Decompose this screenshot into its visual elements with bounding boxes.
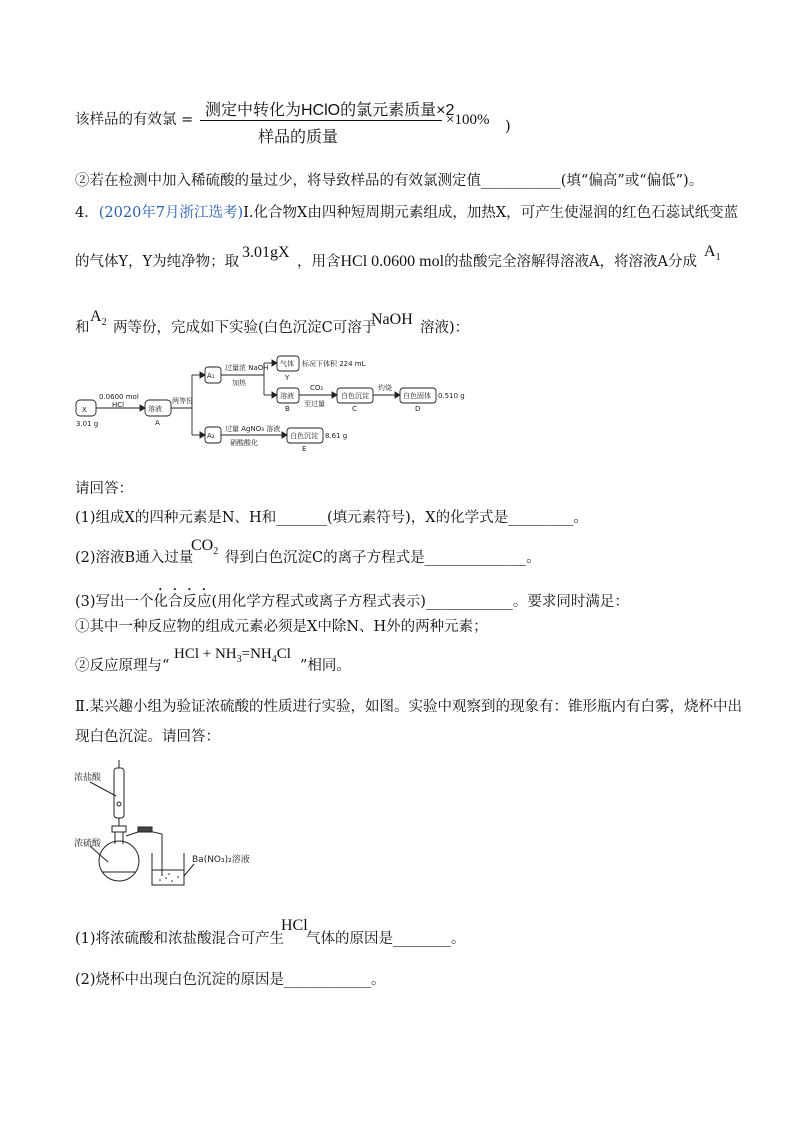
q4-a1-letter: A bbox=[704, 243, 716, 260]
q4-a2 bbox=[90, 308, 107, 328]
q4-line3-a: 和 bbox=[75, 320, 90, 336]
q4-mass: 3.01gX bbox=[242, 244, 290, 261]
q4-line3-c: 溶液)： bbox=[420, 320, 470, 336]
flow-gas: 气体 bbox=[280, 360, 294, 368]
eq-part3: Cl bbox=[276, 646, 291, 662]
flow-solution: 溶液 bbox=[148, 405, 162, 413]
q4-a2-letter: A bbox=[90, 308, 102, 325]
formula-tail: ×100% bbox=[446, 112, 490, 128]
q4-line2-c: 的盐酸完全溶解得溶液A，将溶液A分成 bbox=[444, 254, 698, 270]
flow-solid-mass: 0.510 g bbox=[438, 392, 465, 400]
flow-agno3: 过量 AgNO₃ 溶液 bbox=[225, 425, 281, 433]
q4-line2-a: 的气体Y，Y为纯净物；取 bbox=[75, 254, 240, 270]
dropping-funnel bbox=[114, 768, 124, 818]
sub-question-1: (1)组成X的四种元素是N、H和_______(填元素符号)，X的化学式是_________。 bbox=[75, 510, 588, 526]
flow-hno3: 硝酸酸化 bbox=[230, 439, 258, 447]
condition-2-b: ”相同。 bbox=[300, 658, 351, 674]
flow-liquid-letter: B bbox=[285, 405, 290, 413]
q4-source: (2020年7月浙江选考) bbox=[98, 205, 244, 221]
q2-sub1-hcl: HCl bbox=[281, 917, 308, 934]
flow-solid-d-letter: D bbox=[415, 405, 421, 413]
flow-ppt-e-letter: E bbox=[302, 445, 307, 453]
condition-2-a: ②反应原理与“ bbox=[75, 658, 170, 674]
sub3-emphasis: 化合反应 bbox=[153, 594, 212, 610]
sub-question-3 bbox=[75, 586, 629, 612]
flow-gas-volume: 标况下体积 224 mL bbox=[302, 360, 366, 368]
flow-solution-letter: A bbox=[155, 419, 160, 427]
flow-liquid: 溶液 bbox=[280, 392, 294, 400]
co2-sub: 2 bbox=[213, 546, 219, 557]
flow-heat: 加热 bbox=[232, 379, 246, 387]
question-circle-2: ②若在检测中加入稀硫酸的量过少，将导致样品的有效氯测定值___________(填“偏高”或“偏低”)。 bbox=[75, 173, 704, 189]
flow-a1: A₁ bbox=[207, 372, 215, 380]
fraction-bar bbox=[200, 120, 442, 121]
formula-denominator: 样品的质量 bbox=[258, 129, 339, 146]
eq-part2: =NH bbox=[241, 646, 272, 662]
flow-naoh-step: 过量浓 NaOH bbox=[225, 364, 269, 372]
label-bano3: Ba(NO₃)₂溶液 bbox=[192, 855, 250, 865]
flow-a2: A₂ bbox=[207, 432, 215, 440]
reaction-equation bbox=[174, 646, 291, 665]
flow-x-mass: 3.01 g bbox=[76, 420, 99, 428]
q2-sub1-b: 气体的原因是________。 bbox=[306, 931, 466, 947]
flow-ppt-c-letter: C bbox=[352, 405, 357, 413]
q4-a1-sub: 1 bbox=[715, 252, 721, 263]
rubber-tube bbox=[138, 827, 152, 832]
flow-solid-d: 白色固体 bbox=[403, 392, 431, 400]
formula-lhs: 该样品的有效氯 = bbox=[75, 112, 194, 128]
flow-hcl: HCl bbox=[112, 401, 125, 409]
flow-burn: 灼烧 bbox=[378, 384, 392, 392]
sub-question-2-b: 得到白色沉淀C的离子方程式是______________。 bbox=[225, 550, 541, 566]
q4-a2-sub: 2 bbox=[101, 317, 107, 328]
flow-ppt-c: 白色沉淀 bbox=[341, 392, 369, 400]
beaker bbox=[152, 853, 184, 885]
q2-sub2: (2)烧杯中出现白色沉淀的原因是____________。 bbox=[75, 972, 386, 988]
q4-line2-b bbox=[297, 252, 697, 272]
flow-x: X bbox=[82, 406, 87, 414]
formula-numerator: 测定中转化为HClO的氯元素质量×2 bbox=[205, 102, 455, 119]
flow-diagram bbox=[72, 355, 502, 455]
apparatus-diagram bbox=[72, 758, 302, 888]
co2-formula bbox=[191, 537, 218, 557]
part2-line2: 现白色沉淀。请回答： bbox=[75, 729, 220, 745]
q4-naoh: NaOH bbox=[371, 311, 413, 328]
stopcock-icon bbox=[117, 802, 121, 806]
flow-hcl-amount: 0.0600 mol bbox=[99, 393, 139, 401]
q4-line2-b-text: ，用含 bbox=[297, 254, 341, 270]
q2-sub1-a: (1)将浓硫酸和浓盐酸混合可产生 bbox=[75, 931, 285, 947]
label-conc-h2so4: 浓硫酸 bbox=[74, 839, 102, 849]
q4-line3-b: 两等份，完成如下实验(白色沉淀C可溶于 bbox=[113, 320, 377, 336]
part2-line1: Ⅱ.某兴趣小组为验证浓硫酸的性质进行实验，如图。实验中观察到的现象有：锥形瓶内有白雾，烧杯中出 bbox=[75, 699, 742, 715]
flow-split: 两等份 bbox=[172, 397, 193, 405]
eq-sub3: 3 bbox=[236, 654, 242, 665]
sub3-b: (用化学方程式或离子方程式表示)____________。要求同时满足： bbox=[211, 594, 629, 610]
flow-ppt-e-mass: 8.61 g bbox=[325, 432, 348, 440]
sub3-a: (3)写出一个 bbox=[75, 594, 154, 610]
round-flask bbox=[99, 841, 139, 881]
formula-close: ) bbox=[505, 119, 511, 135]
sub-question-2-a: (2)溶液B通入过量 bbox=[75, 550, 194, 566]
flow-co2-cond: 至过量 bbox=[304, 400, 325, 408]
eq-part1: HCl + NH bbox=[174, 646, 237, 662]
flow-ppt-e: 白色沉淀 bbox=[290, 432, 318, 440]
eq-sub4: 4 bbox=[271, 654, 277, 665]
flow-gas-letter: Y bbox=[285, 374, 290, 382]
co2-symbol: CO bbox=[191, 537, 214, 554]
q4-hcl: HCl 0.0600 mol bbox=[340, 253, 445, 270]
condition-1: ①其中一种反应物的组成元素必须是X中除N、H外的两种元素； bbox=[75, 619, 488, 635]
label-conc-hcl: 浓盐酸 bbox=[74, 773, 102, 783]
q4-line1 bbox=[75, 203, 738, 223]
flow-co2: CO₂ bbox=[310, 384, 324, 392]
q4-line1-text: Ⅰ.化合物X由四种短周期元素组成，加热X，可产生使湿润的红色石蕊试纸变蓝 bbox=[243, 205, 739, 221]
q4-line2 bbox=[75, 252, 239, 272]
q4-number: 4． bbox=[75, 205, 99, 221]
q4-a1 bbox=[704, 243, 721, 263]
answer-prompt: 请回答： bbox=[75, 481, 133, 497]
